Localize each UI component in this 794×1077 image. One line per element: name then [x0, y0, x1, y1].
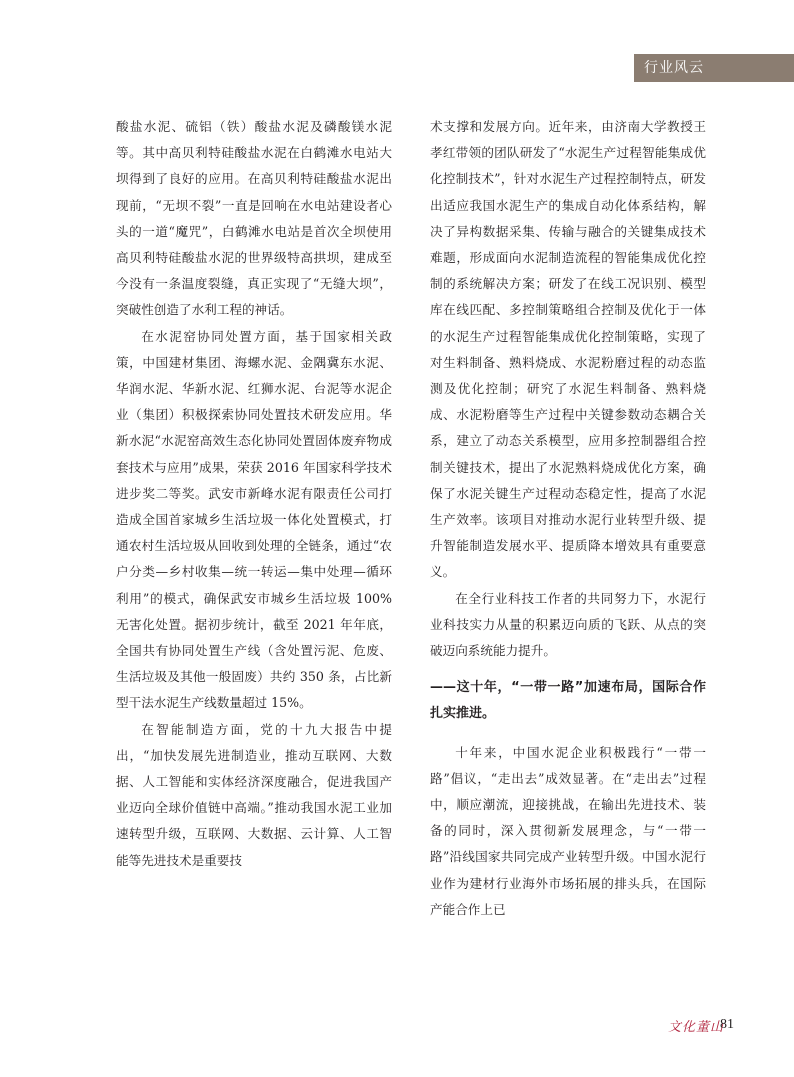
- right-column: [430, 114, 706, 923]
- paragraph: 术支撑和发展方向。近年来，由济南大学教授王孝红带领的团队研发了“水泥生产过程智能集成优化控制技术”，针对水泥生产过程控制特点，研发出适应我国水泥生产的集成自动化体系结构，解决了异构数据采集、传输与融合的关键集成技术难题，形成面向水泥制造流程的智能集成优化控制的系统解决方案；研发了在线工况识别、模型库在线匹配、多控制策略组合控制及优化于一体的水泥生产过程智能集成优化控制策略，实现了对生料制备、熟料烧成、水泥粉磨过程的动态监测及优化控制；研究了水泥生料制备、熟料烧成、水泥粉磨等生产过程中关键参数动态耦合关系，建立了动态关系模型，应用多控制器组合控制关键技术，提出了水泥熟料烧成优化方案，确保了水泥关键生产过程动态稳定性，提高了水泥生产效率。该项目对推动水泥行业转型升级、提升智能制造发展水平、提质降本增效具有重要意义。: [430, 119, 706, 580]
- magazine-logo: 文化董山: [668, 1020, 725, 1035]
- paragraph: 酸盐水泥、硫铝（铁）酸盐水泥及磷酸镁水泥等。其中高贝利特硅酸盐水泥在白鹤滩水电站大坝得到了良好的应用。在高贝利特硅酸盐水泥出现前，“无坝不裂”一直是回响在水电站建设者心头的一道“魔咒”，白鹤滩水电站是首次全坝使用高贝利特硅酸盐水泥的世界级特高拱坝，建成至今没有一条温度裂缝，真正实现了“无缝大坝”，突破性创造了水利工程的神话。: [116, 119, 392, 318]
- page-number: 81: [720, 1017, 734, 1032]
- section-tag: 行业风云: [634, 54, 794, 82]
- section-heading: ——这十年，“一带一路”加速布局，国际合作扎实推进。: [430, 680, 706, 722]
- paragraph: 在水泥窑协同处置方面，基于国家相关政策，中国建材集团、海螺水泥、金隅冀东水泥、华润水泥、华新水泥、红狮水泥、台泥等水泥企业（集团）积极探索协同处置技术研发应用。华新水泥“水泥窑高效生态化协同处置固体废弃物成套技术与应用”成果，荣获 2016 年国家科学技术进步奖二等奖。武安市新峰水泥有限责任公司打造成全国首家城乡生活垃圾一体化处置模式，打通农村生活垃圾从回收到处理的全链条，通过“农户分类—乡村收集—统一转运—集中处理—循环利用”的模式，确保武安市城乡生活垃圾 100% 无害化处置。据初步统计，截至 2021 年年底，全国共有协同处置生产线（含处置污泥、危废、生活垃圾及其他一般固废）共约 350 条，占比新型干法水泥生产线数量超过 15%。: [116, 328, 392, 711]
- paragraph: 在智能制造方面，党的十九大报告中提出，“加快发展先进制造业，推动互联网、大数据、人工智能和实体经济深度融合，促进我国产业迈向全球价值链中高端。”推动我国水泥工业加速转型升级，互联网、大数据、云计算、人工智能等先进技术是重要技: [116, 721, 392, 868]
- left-column: [116, 114, 392, 874]
- paragraph: 在全行业科技工作者的共同努力下，水泥行业科技实力从量的积累迈向质的飞跃、从点的突破迈向系统能力提升。: [430, 590, 706, 659]
- paragraph: 十年来，中国水泥企业积极践行“一带一路”倡议，“走出去”成效显著。在“走出去”过程中，顺应潮流，迎接挑战，在输出先进技术、装备的同时，深入贯彻新发展理念，与“一带一路”沿线国家共同完成产业转型升级。中国水泥行业作为建材行业海外市场拓展的排头兵，在国际产能合作上已: [430, 744, 706, 917]
